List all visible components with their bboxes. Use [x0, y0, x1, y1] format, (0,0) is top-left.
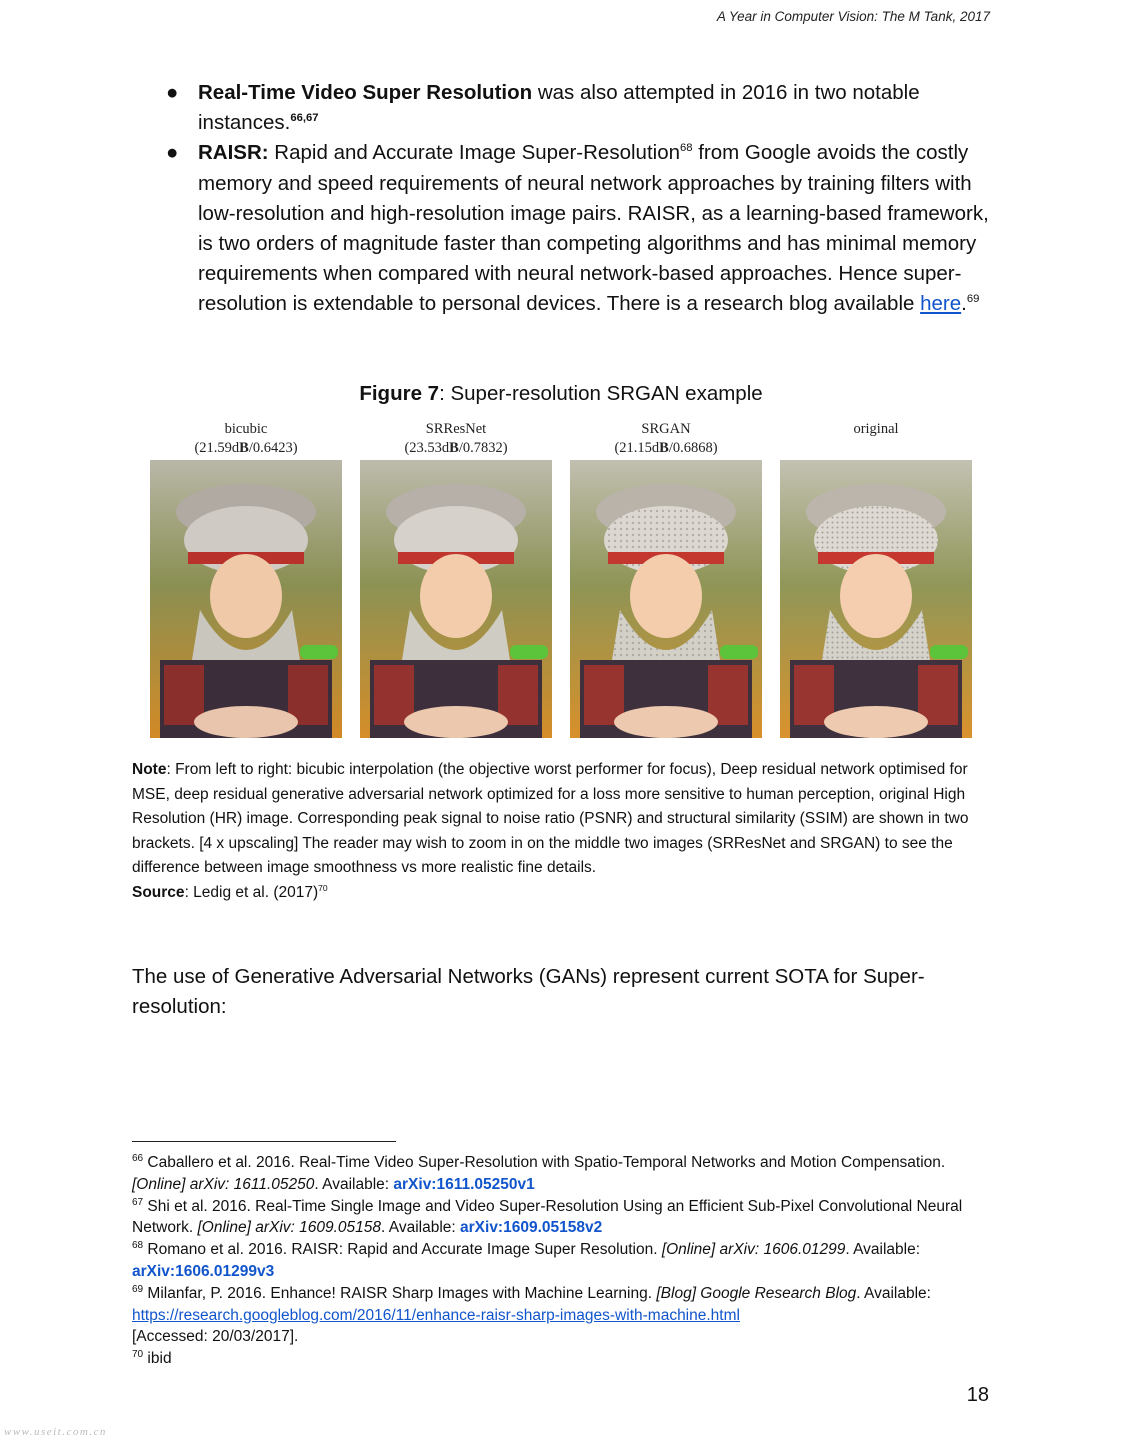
bullet-item-raisr: [166, 138, 996, 319]
figure-note: [132, 758, 992, 906]
source-text: : Ledig et al. (2017): [184, 883, 319, 901]
portrait-image: [150, 460, 342, 738]
panel-name: original: [853, 421, 899, 437]
panel-metrics: (21.15dB/0.6868): [614, 440, 718, 456]
panel-name: SRGAN: [641, 421, 691, 437]
panel-original: [780, 420, 972, 740]
panel-srresnet: [360, 420, 552, 740]
panel-metrics: (23.53dB/0.7832): [404, 440, 508, 456]
footnote-66: $^{66}$ Caballero et al. 2016. Real-Time Video Super-Resolution with Spatio-Temporal Networks and Motion Compensation. [Online] arXiv: 1611.05250. Available: arXiv:1611.05250v1: [132, 1152, 946, 1193]
note-label: Note: [132, 761, 167, 778]
arxiv-link[interactable]: arXiv:1606.01299v3: [132, 1262, 275, 1280]
bullet-bold-title: Real-Time Video Super Resolution: [198, 81, 533, 104]
bullet-text: from Google avoids the costly memory and speed requirements of neural network approaches by training filters with low-resolution and high-resolution image pairs. RAISR, as a learning-based framework, is two orders of magnitude faster than competing algorithms and has minimal memory requirements when compared with neural network-based approaches. Hence super-resolution is extendable to personal devices. There is a research blog available: [198, 141, 989, 316]
bullet-text: .: [961, 292, 967, 316]
panel-srgan: [570, 420, 762, 740]
portrait-image: [570, 460, 762, 738]
footnote-67: $^{67}$ Shi et al. 2016. Real-Time Single Image and Video Super-Resolution Using an Efficient Sub-Pixel Convolutional Neural Network. [Online] arXiv: 1609.05158. Available: arXiv:1609.05158v2: [132, 1196, 963, 1237]
portrait-image: [780, 460, 972, 738]
footnote-ref[interactable]: 69: [966, 293, 980, 306]
portrait-image: [360, 460, 552, 738]
footnotes: [132, 1152, 1002, 1370]
bullet-text: Rapid and Accurate Image Super-Resolution: [268, 141, 680, 165]
footnote-ref[interactable]: 66,67: [290, 112, 319, 125]
panel-name: bicubic: [224, 421, 268, 437]
figure-label: Figure 7: [359, 382, 440, 405]
footnote-divider: [132, 1141, 396, 1142]
footnote-69: $^{69}$ Milanfar, P. 2016. Enhance! RAISR Sharp Images with Machine Learning. [Blog] Google Research Blog. Available: https://research.googleblog.com/2016/11/enhance-raisr-sharp-images-with-machine.html [Accessed: 20/03/2017].: [132, 1283, 931, 1346]
panel-metrics: (21.59dB/0.6423): [194, 440, 298, 456]
bullet-item-realtime-video: [166, 78, 996, 138]
running-header: A Year in Computer Vision: The M Tank, 2017: [716, 9, 990, 24]
arxiv-link[interactable]: arXiv:1609.05158v2: [460, 1219, 603, 1237]
note-text: : From left to right: bicubic interpolation (the objective worst performer for focus), Deep residual network optimised for MSE, deep residual generative adversarial network optimized for a loss more sensitive to human perception, original High Resolution (HR) image. Corresponding peak signal to noise ratio (PSNR) and structural similarity (SSIM) are shown in two brackets. [4 x upscaling] The reader may wish to zoom in on the middle two images (SRResNet and SRGAN) to see the difference between image smoothness vs more realistic fine details.: [132, 761, 969, 877]
panel-name: SRResNet: [425, 421, 487, 437]
metric-unit: B: [659, 440, 669, 456]
figure-image-row: [150, 420, 972, 740]
footnote-ref[interactable]: 70: [318, 882, 328, 893]
watermark: www.useit.com.cn: [4, 1426, 107, 1438]
arxiv-link[interactable]: arXiv:1611.05250v1: [393, 1175, 535, 1193]
blog-link[interactable]: here: [920, 292, 962, 316]
figure-title: [0, 382, 1122, 406]
metric-unit: B: [449, 440, 459, 456]
panel-bicubic: [150, 420, 342, 740]
source-label: Source: [132, 883, 185, 901]
body-paragraph: The use of Generative Adversarial Networks (GANs) represent current SOTA for Super-resolution:: [132, 965, 925, 1019]
blog-url-link[interactable]: https://research.googleblog.com/2016/11/enhance-raisr-sharp-images-with-machine.html: [132, 1306, 740, 1324]
bullet-text: was also attempted in 2016 in two notable instances.: [198, 81, 920, 135]
metric-unit: B: [239, 440, 249, 456]
bullet-dot-icon: ●: [166, 141, 179, 165]
page-number: 18: [966, 1384, 989, 1406]
bullet-bold-title: RAISR:: [198, 141, 269, 165]
footnote-ref[interactable]: 68: [680, 142, 693, 155]
bullet-list: [166, 78, 996, 320]
bullet-dot-icon: ●: [166, 81, 179, 104]
figure-caption: : Super-resolution SRGAN example: [439, 382, 763, 405]
footnote-70: $^{70}$ ibid: [132, 1349, 172, 1368]
footnote-68: $^{68}$ Romano et al. 2016. RAISR: Rapid and Accurate Image Super Resolution. [Online] arXiv: 1606.01299. Available: arXiv:1606.01299v3: [132, 1240, 921, 1280]
